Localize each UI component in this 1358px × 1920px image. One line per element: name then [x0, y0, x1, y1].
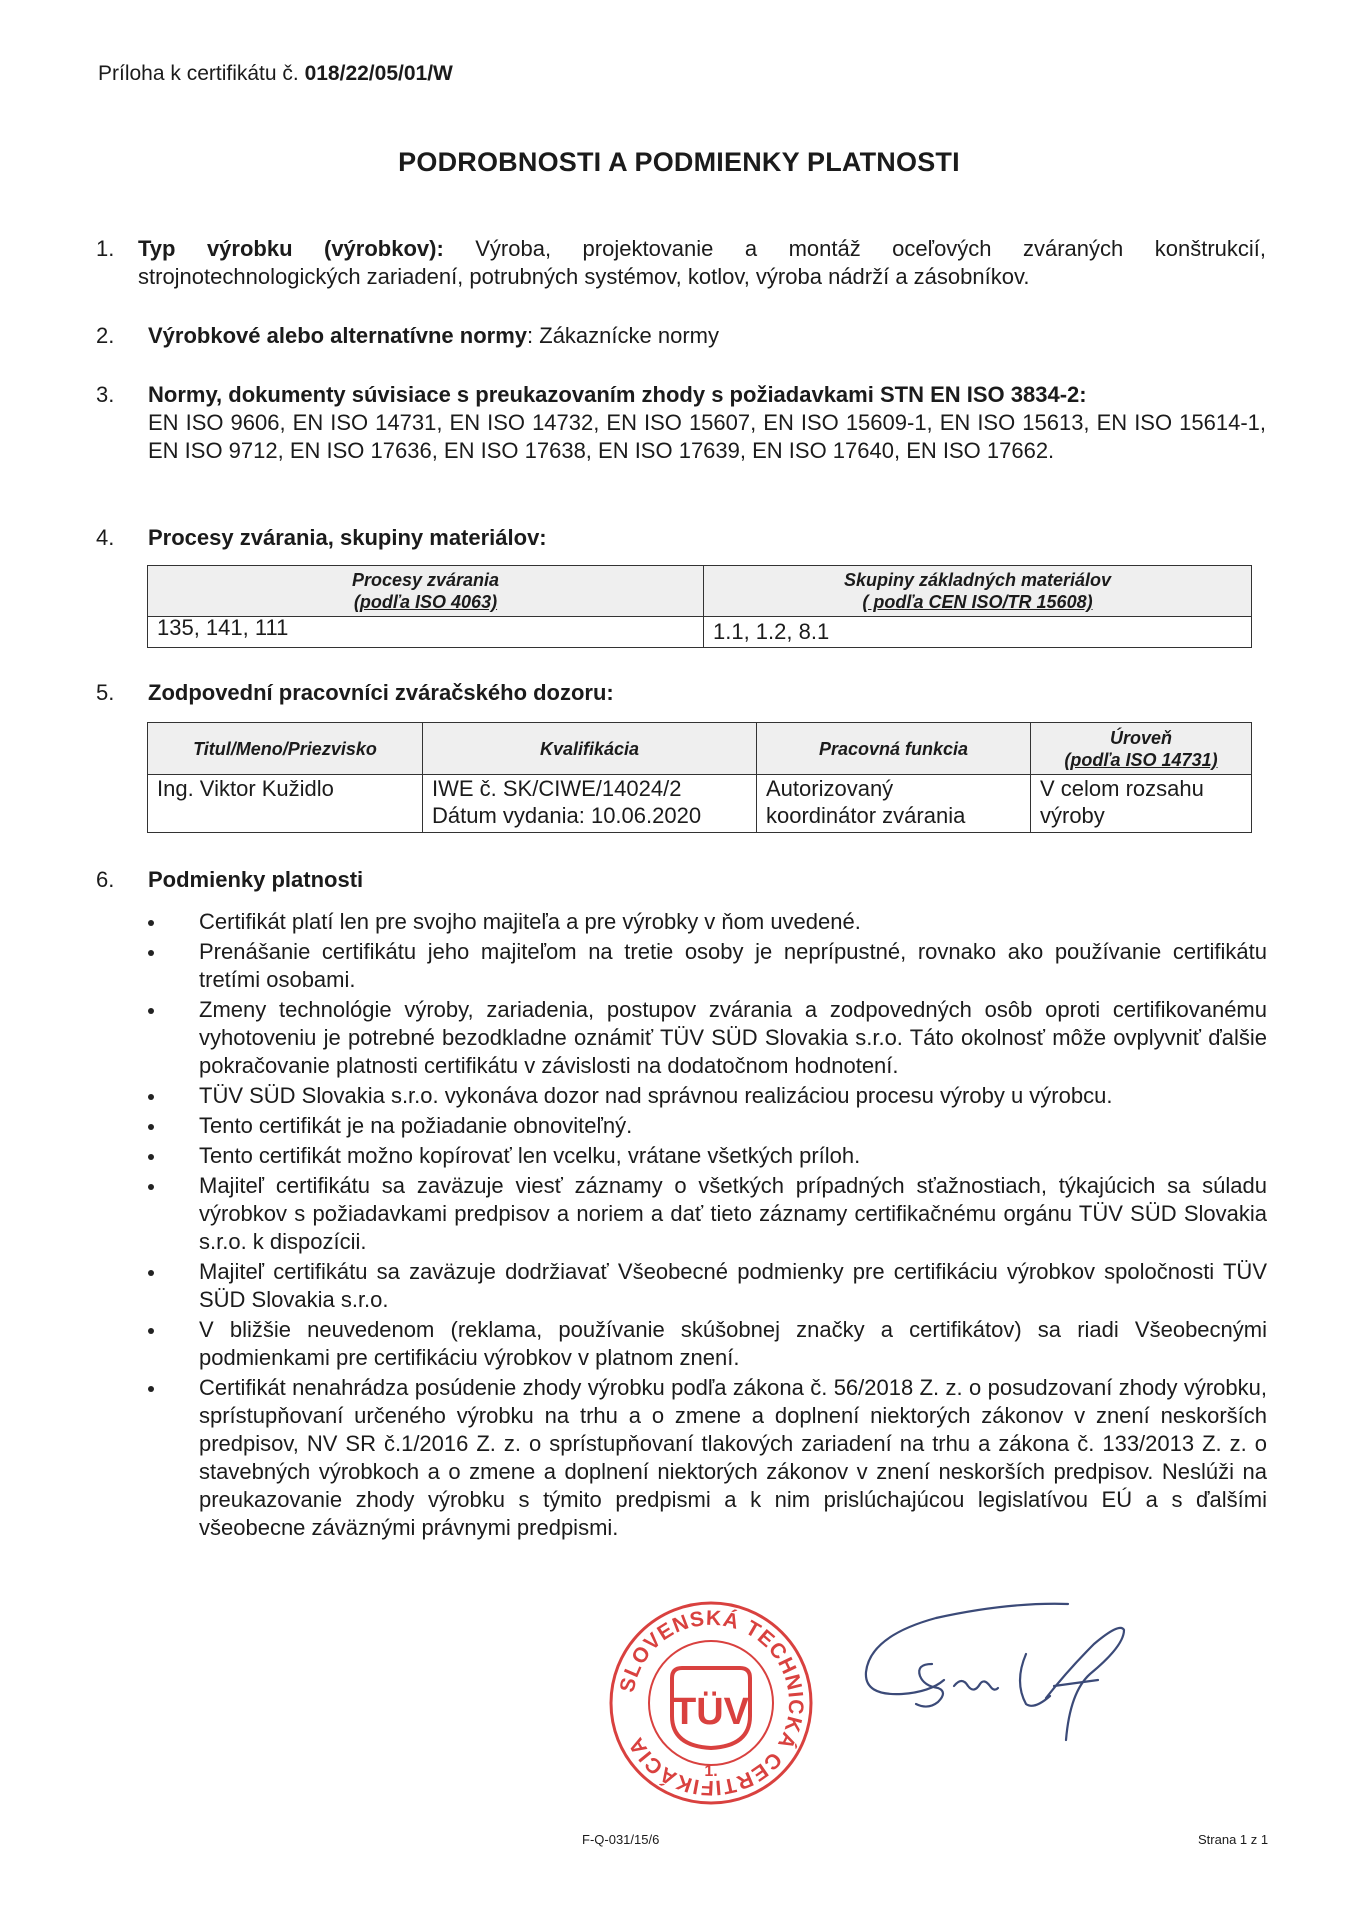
conditions-list-container [146, 908, 1267, 1544]
section-text: EN ISO 9606, EN ISO 14731, EN ISO 14732, EN ISO 15607, EN ISO 15609-1, EN ISO 15613, EN ISO 15614-1, EN ISO 9712, EN ISO 17636, EN ISO 17638, EN ISO 17639, EN ISO 17640, EN ISO 17662. [148, 410, 1266, 463]
bullet-icon [148, 1184, 154, 1190]
header-line: (podľa ISO 14731) [1064, 749, 1218, 770]
section-product-type [96, 235, 1266, 291]
page-title: PODROBNOSTI A PODMIENKY PLATNOSTI [398, 147, 960, 177]
header-line: Procesy zvárania [351, 570, 500, 590]
header-line: ( podľa CEN ISO/TR 15608) [862, 592, 1093, 612]
section-welding-supervision [96, 679, 1266, 707]
header-line: Úroveň [1109, 727, 1172, 748]
section-label: Procesy zvárania, skupiny materiálov: [148, 525, 547, 550]
page-number: Strana 1 z 1 [1198, 1832, 1269, 1847]
section-number: 2. [96, 323, 115, 348]
table-cell-name: Ing. Viktor Kužidlo [148, 775, 423, 833]
cell-line: Dátum vydania: 10.06.2020 [432, 803, 702, 828]
list-item [146, 1082, 1267, 1110]
table-cell-function [757, 775, 1031, 833]
section-text: Výroba, projektovanie a montáž oceľových zváraných konštrukcií, strojnotechnologických zariadení, potrubných systémov, kotlov, výroba nádrží a zásobníkov. [138, 236, 1266, 289]
stamp-logo-text: TÜV [673, 1691, 749, 1733]
table-cell-material-groups: 1.1, 1.2, 8.1 [704, 617, 1252, 648]
section-text: : Zákaznícke normy [527, 323, 719, 348]
list-item-text: Zmeny technológie výroby, zariadenia, postupov zvárania a zodpovedných osôb oproti certifikovanému vyhotoveniu je potrebné bezodkladne oznámiť TÜV SÜD Slovakia s.r.o. Táto okolnosť môže ovplyvniť ďalšie pokračovanie platnosti certifikátu v závislosti na dodatočnom hodnotení. [199, 997, 1267, 1078]
list-item-text: Prenášanie certifikátu jeho majiteľom na tretie osoby je neprípustné, rovnako ako používanie certifikátu tretími osobami. [199, 939, 1267, 992]
header-line: (podľa ISO 4063) [353, 592, 498, 612]
list-item-text: Certifikát nenahrádza posúdenie zhody výrobku podľa zákona č. 56/2018 Z. z. o posudzovaní zhody výrobku, sprístupňovaní určeného výrobku na trhu a o zmene a doplnení niektorých zákonov v znení neskorších predpisov, NV SR č.1/2016 Z. z. o sprístupňovaní tlakových zariadení na trhu a zákona č. 133/2013 Z. z. o stavebných výrobkoch a o zmene a doplnení niektorých zákonov v znení neskorších predpisov. Neslúži na preukazovanie zhody výrobku s týmito predpismi a k nim prislúchajúcou legislatívou EÚ a s ďalšími všeobecne záväznými právnymi predpismi. [199, 1375, 1267, 1540]
bullet-icon [148, 920, 154, 926]
section-label: Zodpovední pracovníci zváračského dozoru: [148, 680, 614, 705]
stamp-ring-text: SLOVENSKÁ TECHNICKÁ CERTIFIKÁCIA [615, 1606, 808, 1800]
cell-line: IWE č. SK/CIWE/14024/2 [432, 776, 682, 801]
list-item [146, 1172, 1267, 1256]
table-header-processes [148, 566, 704, 617]
list-item-text: V bližšie neuvedenom (reklama, používanie skúšobnej značky a certifikátov) sa riadi Všeobecnými podmienkami pre certifikáciu výrobkov v platnom znení. [199, 1317, 1267, 1370]
section-product-norms [96, 322, 1266, 350]
section-label: Výrobkové alebo alternatívne normy [148, 323, 528, 348]
supervision-table [147, 722, 1252, 833]
list-item [146, 1112, 1267, 1140]
section-related-standards [96, 381, 1266, 465]
section-body [148, 322, 1266, 350]
stamp-number: 1. [704, 1763, 718, 1780]
tuv-logo-icon [672, 1668, 750, 1748]
section-number: 6. [96, 867, 115, 892]
table-row [148, 775, 1252, 833]
list-item-text: Certifikát platí len pre svojho majiteľa a pre výrobky v ňom uvedené. [199, 909, 861, 934]
table-header-level [1031, 723, 1252, 775]
table-cell-qualification [423, 775, 757, 833]
cell-line: koordinátor zvárania [766, 803, 966, 828]
section-validity-conditions [96, 866, 1266, 894]
list-item [146, 1316, 1267, 1372]
section-number: 5. [96, 680, 115, 705]
annex-label: Príloha k certifikátu č. [98, 62, 305, 85]
list-item [146, 1258, 1267, 1314]
section-welding-processes [96, 524, 1266, 552]
cell-line: výroby [1040, 803, 1105, 828]
bullet-icon [148, 950, 154, 956]
section-body [138, 235, 1266, 291]
section-number: 1. [96, 236, 115, 261]
list-item-text: Tento certifikát je na požiadanie obnoviteľný. [199, 1113, 633, 1138]
bullet-icon [148, 1270, 154, 1276]
list-item [146, 1142, 1267, 1170]
table-cell-level [1031, 775, 1252, 833]
bullet-icon [148, 1094, 154, 1100]
section-label: Normy, dokumenty súvisiace s preukazovaním zhody s požiadavkami STN EN ISO 3834-2: [148, 382, 1087, 407]
tuv-certification-stamp [606, 1598, 816, 1808]
bullet-icon [148, 1328, 154, 1334]
cell-line: V celom rozsahu [1040, 776, 1204, 801]
section-label: Typ výrobku (výrobkov): [138, 236, 444, 261]
table-cell-processes: 135, 141, 111 [148, 617, 704, 648]
list-item-text: Majiteľ certifikátu sa zaväzuje dodržiavať Všeobecné podmienky pre certifikáciu výrobkov spoločnosti TÜV SÜD Slovakia s.r.o. [199, 1259, 1267, 1312]
annex-header [98, 62, 453, 86]
list-item-text: TÜV SÜD Slovakia s.r.o. vykonáva dozor nad správnou realizáciou procesu výroby u výrobcu. [199, 1083, 1113, 1108]
bullet-icon [148, 1124, 154, 1130]
section-body [148, 381, 1266, 465]
bullet-icon [148, 1154, 154, 1160]
list-item-text: Tento certifikát možno kopírovať len vcelku, vrátane všetkých príloh. [199, 1143, 861, 1168]
bullet-icon [148, 1008, 154, 1014]
form-code: F-Q-031/15/6 [582, 1832, 660, 1847]
bullet-icon [148, 1386, 154, 1392]
list-item [146, 1374, 1267, 1542]
list-item [146, 996, 1267, 1080]
welding-process-table [147, 565, 1252, 648]
table-header-name: Titul/Meno/Priezvisko [148, 723, 423, 775]
section-number: 4. [96, 525, 115, 550]
table-header-function: Pracovná funkcia [757, 723, 1031, 775]
list-item [146, 938, 1267, 994]
header-line: Skupiny základných materiálov [843, 570, 1112, 590]
section-label: Podmienky platnosti [148, 867, 364, 892]
table-header-qualification: Kvalifikácia [423, 723, 757, 775]
conditions-list [146, 908, 1267, 1542]
table-header-material-groups [704, 566, 1252, 617]
list-item-text: Majiteľ certifikátu sa zaväzuje viesť záznamy o všetkých prípadných sťažnostiach, týkajúcich sa súladu výrobkov s požiadavkami predpisov a noriem a dať tieto záznamy certifikačnému orgánu TÜV SÜD Slovakia s.r.o. k dispozícii. [199, 1173, 1267, 1254]
list-item [146, 908, 1267, 936]
certificate-number: 018/22/05/01/W [304, 62, 453, 85]
section-number: 3. [96, 382, 115, 407]
handwritten-signature [858, 1600, 1178, 1750]
cell-line: Autorizovaný [766, 776, 894, 801]
